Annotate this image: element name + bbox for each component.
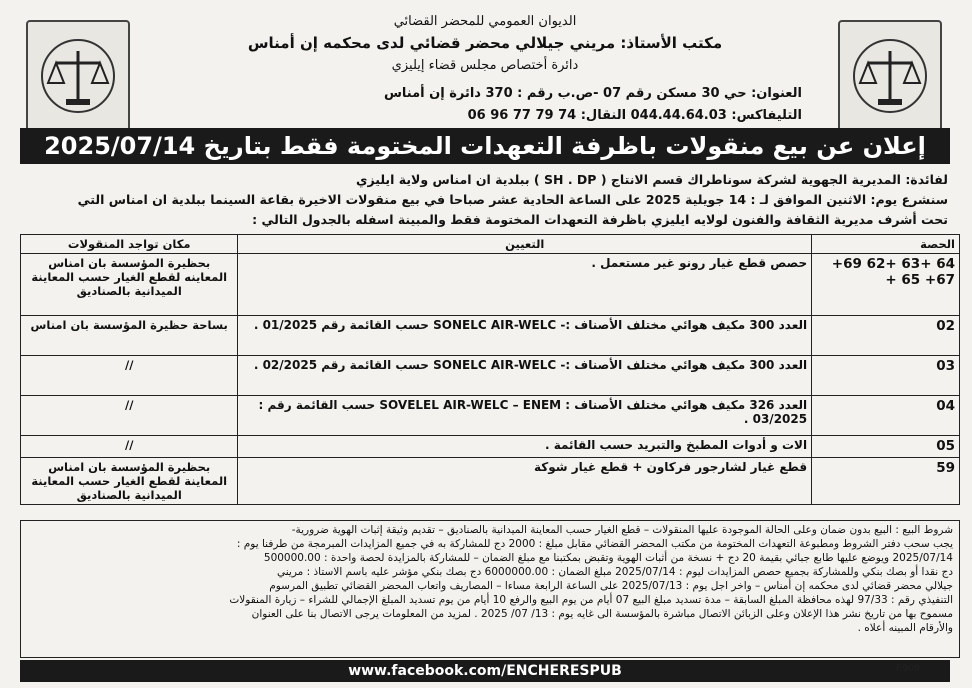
table-row — [21, 316, 960, 356]
lot-location: بحظيرة المؤسسة بان امناس المعاينة لقطع الغيار حسب المعاينة الميدانية بالصناديق — [21, 458, 238, 505]
intro-supervision: تحت أشرف مديرية الثقافة والفنون لولايه ايليزي باظرفة التعهدات المختومة فقط والمبينة اسفله بالجدول التالي : — [252, 212, 948, 227]
intro-beneficiary: لفائدة: المديرية الجهوية لشركة سوناطراك قسم الانتاج ( SH . DP ) ببلدية ان امناس ولاية ايليزي — [355, 172, 948, 187]
lot-location: // — [21, 396, 238, 436]
lot-description: العدد 326 مكيف هوائي مختلف الأصناف : SOVELEL AIR-WELC – ENEM حسب القائمة رقم : 03/2025 . — [238, 396, 812, 436]
condition-line: يجب سحب دفتر الشروط ومطبوعة التعهدات المختومة من مكتب المحضر القضائي مقابل مبلغ : 2000 دج للمشاركة به في جميع المزايدات المبرمجة من طرفنا يوم : — [236, 538, 953, 550]
lot-location: بساحة حظيرة المؤسسة بان امناس — [21, 316, 238, 356]
lot-location: // — [21, 356, 238, 396]
condition-line: دج نقدا أو بصك بنكي وللمشاركة بجميع حصص المزايدات ليوم : 2025/07/14 مبلغ الضمان : 6000000.00 دج بصك بنكي مؤشر عليه باسم الاستاذ : مريني — [277, 566, 953, 578]
lot-location: // — [21, 436, 238, 458]
header-description: التعيين — [238, 235, 812, 254]
condition-line: جيلالي محضر قضائي لدى محكمه إن أمناس – واخر اجل يوم : 2025/07/13 على الساعة الرابعة مساءا – المصاريف واتعاب المحضر القضائي تطبيق المرسوم — [269, 580, 953, 592]
table-row — [21, 356, 960, 396]
lot-number: 59 — [812, 458, 960, 505]
condition-line: والأرقام المبينه أعلاه . — [857, 622, 953, 634]
lot-number: 64 +63 +62 69+ 67+ 65 + — [812, 254, 960, 316]
condition-line: شروط البيع : البيع بدون ضمان وعلى الحالة الموجودة عليها المنقولات – قطع الغيار حسب المعاينة الميدانية بالصناديق – تقديم وثيقة إثبات الهوية ضرورية- — [291, 524, 953, 536]
header-location: مكان تواجد المنقولات — [21, 235, 238, 254]
lot-description: العدد 300 مكيف هوائي مختلف الأصناف :- SONELC AIR-WELC حسب القائمة رقم 02/2025 . — [238, 356, 812, 396]
lot-description: حصص قطع غيار رونو غير مستعمل . — [238, 254, 812, 316]
lot-description: قطع غيار لشارجور فركاون + قطع غيار شوكة — [238, 458, 812, 505]
items-table — [20, 234, 960, 505]
lot-number: 04 — [812, 396, 960, 436]
table-row — [21, 458, 960, 505]
lot-location: بحظيرة المؤسسة بان امناس المعاينه لقطع الغيار حسب المعاينة الميدانية بالصناديق — [21, 254, 238, 316]
lot-number: 05 — [812, 436, 960, 458]
sale-conditions — [20, 520, 960, 658]
scales-of-justice-logo-right — [838, 20, 942, 132]
table-header-row — [21, 235, 960, 254]
jurisdiction: دائرة أختصاص مجلس قضاء إيليزي — [391, 58, 579, 73]
table-row — [21, 436, 960, 458]
lot-description: العدد 300 مكيف هوائي مختلف الأصناف :- SONELC AIR-WELC حسب القائمة رقم 01/2025 . — [238, 316, 812, 356]
condition-line: مسموح بها من تاريخ نشر هذا الإعلان وعلى الزبائن الاتصال مباشرة بالمؤسسة الى غايه يوم : 13/ 07/ 2025 . لمزيد من المعلومات يرجى الاتصال بنا على العنوان — [251, 608, 953, 620]
office-address: العنوان: حي 30 مسكن رقم 07 -ص.ب رقم : 370 دائرة إن أمناس — [383, 86, 802, 101]
table-row — [21, 254, 960, 316]
lot-number: 03 — [812, 356, 960, 396]
scales-of-justice-logo-left — [26, 20, 130, 132]
office-phone: التليفاكس: 044.44.64.03 النقال: 74 79 77 96 06 — [467, 108, 802, 123]
footer-url: www.facebook.com/ENCHERESPUB — [20, 660, 950, 682]
office-name: مكتب الأستاذ: مريني جيلالي محضر قضائي لدى محكمه إن أمناس — [247, 34, 723, 52]
lot-description: الات و أدوات المطبخ والتبريد حسب القائمة . — [238, 436, 812, 458]
lot-number: 02 — [812, 316, 960, 356]
scales-icon — [38, 33, 118, 119]
condition-line: 2025/07/14 ويوضع عليها طابع جبائي بقيمة 20 دج + نسخة من أثبات الهوية وتقبض بمكتبنا مع مبلغ الضمان – للمشاركة بالمزايدة لحصة واحدة : 500000.00 — [263, 552, 953, 564]
office-heading: الديوان العمومي للمحضر القضائي — [393, 14, 577, 29]
condition-line: التنفيذي رقم : 97/33 لهذه محافظة المبلغ السابقة – مدة تسديد مبلغ البيع 07 أيام من يوم البيع والرفع 10 أيام من يوم تسديد المبلغ الإجمالي للشراء – زيارة المنقولات — [229, 594, 953, 606]
header-lot: الحصة — [812, 235, 960, 254]
reference-code: F.909 — [896, 664, 920, 674]
announcement-title: إعلان عن بيع منقولات باظرفة التعهدات المختومة فقط بتاريخ 2025/07/14 — [20, 128, 950, 164]
table-row — [21, 396, 960, 436]
scales-icon — [850, 33, 930, 119]
intro-sale-date: سنشرع يوم: الاثنين الموافق لـ : 14 جويلية 2025 على الساعة الحادية عشر صباحا في بيع منقولات الاخيرة بقاعة السينما ببلدية ان امناس التي — [77, 192, 948, 207]
